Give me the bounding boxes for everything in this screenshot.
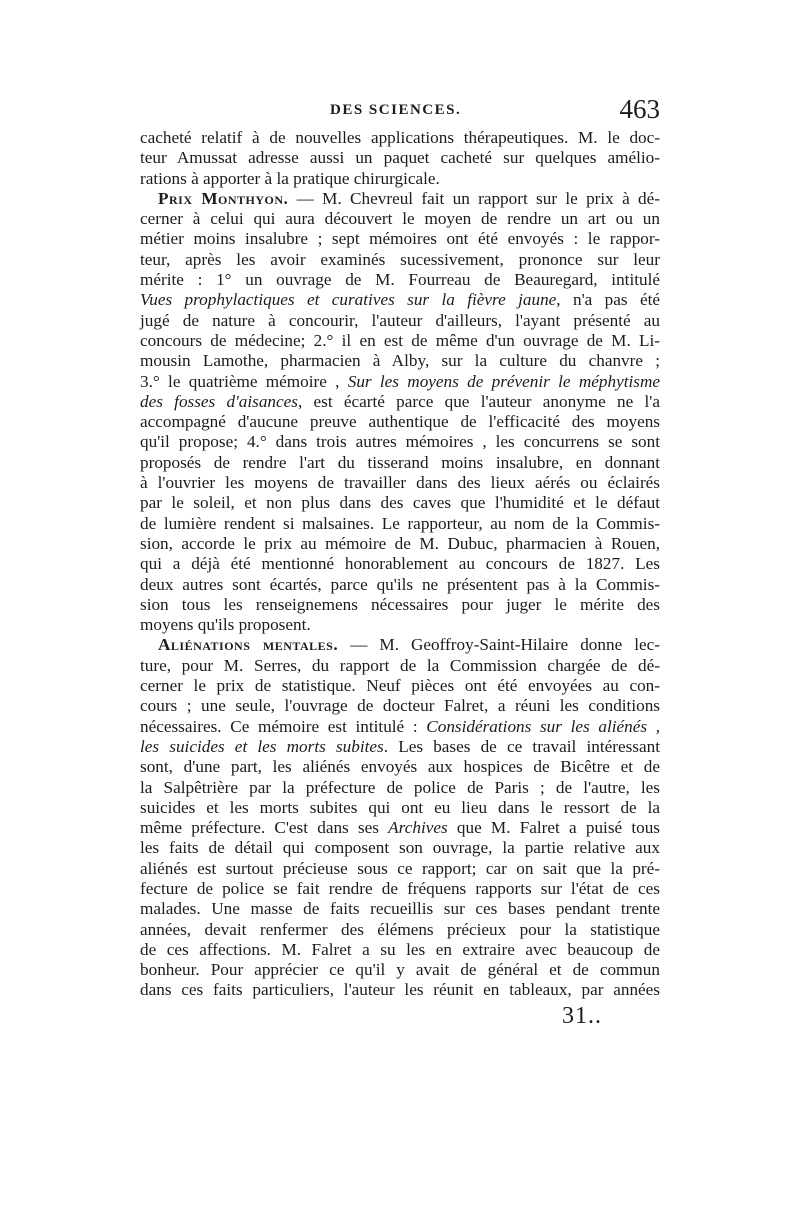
section-heading: Prix Monthyon. — [158, 188, 289, 208]
text-run: teur, après les avoir examinés sucessivement, prononce sur leur — [140, 249, 660, 269]
text-run: de ces affections. M. Falret a su les en extraire avec beaucoup de — [140, 939, 660, 959]
text-line — [140, 798, 660, 818]
italic-title: Archives — [388, 818, 448, 838]
text-line — [140, 453, 660, 473]
text-line — [140, 189, 660, 209]
text-run: . Les bases de ce travail intéressant — [383, 736, 660, 756]
text-run: à l'ouvrier les moyens de travailler dans des lieux aérés ou éclairés — [140, 473, 660, 493]
page-header — [140, 96, 660, 130]
text-line — [140, 595, 660, 615]
italic-title: des fosses d'aisances — [140, 391, 298, 411]
text-line — [140, 229, 660, 249]
text-line — [140, 169, 660, 189]
italic-title: Considérations sur les aliénés , — [426, 716, 660, 736]
text-line — [140, 554, 660, 574]
text-line — [140, 514, 660, 534]
text-line — [140, 311, 660, 331]
text-run: la Salpêtrière par la préfecture de police de Paris ; de l'autre, les — [140, 777, 660, 797]
text-run: même préfecture. C'est dans ses — [140, 818, 389, 838]
text-run: suicides et les morts subites qui ont eu lieu dans le ressort de la — [140, 797, 660, 817]
text-line — [140, 270, 660, 290]
text-run: — M. Geoffroy-Saint-Hilaire donne lec- — [338, 635, 660, 655]
text-line — [140, 493, 660, 513]
text-run: concours de médecine; 2.° il en est de même d'un ouvrage de M. Li- — [140, 330, 660, 350]
text-run: que M. Falret a puisé tous — [447, 818, 660, 838]
text-run: sion tous les renseignemens nécessaires pour juger le mérite des — [140, 594, 660, 614]
text-run: rations à apporter à la pratique chirurgicale. — [140, 168, 440, 188]
text-line — [140, 717, 660, 737]
text-line — [140, 960, 660, 980]
text-run: nécessaires. Ce mémoire est intitulé : — [140, 716, 427, 736]
text-run: dans ces faits particuliers, l'auteur les réunit en tableaux, par années — [140, 980, 660, 1000]
text-line — [140, 879, 660, 899]
text-run: sion, accorde le prix au mémoire de M. Dubuc, pharmacien à Rouen, — [140, 533, 660, 553]
text-run: les faits de détail qui composent son ouvrage, la partie relative aux — [140, 838, 660, 858]
body-text — [140, 128, 660, 1001]
text-run: cacheté relatif à de nouvelles applications thérapeutiques. M. le doc- — [140, 128, 660, 147]
text-run: , est écarté parce que l'auteur anonyme ne l'a — [297, 391, 661, 411]
text-line — [140, 250, 660, 270]
text-run: cerner à celui qui aura découvert le moyen de rendre un art ou un — [140, 209, 660, 229]
text-line — [140, 148, 660, 168]
text-run: accompagné d'aucune preuve authentique de l'efficacité des moyens — [140, 412, 660, 432]
text-run: moyens qu'ils proposent. — [140, 615, 311, 635]
text-line — [140, 372, 660, 392]
text-run: par le soleil, et non plus dans des caves que l'humidité et le défaut — [140, 493, 660, 513]
text-line — [140, 209, 660, 229]
page-number: 463 — [619, 94, 660, 124]
text-line — [140, 575, 660, 595]
text-line — [140, 392, 660, 412]
text-line — [140, 676, 660, 696]
italic-title: Sur les moyens de prévenir le méphytisme — [347, 371, 660, 391]
text-line — [140, 351, 660, 371]
text-line — [140, 473, 660, 493]
text-run: métier moins insalubre ; sept mémoires ont été envoyés : le rappor- — [140, 229, 660, 249]
text-run: cerner le prix de statistique. Neuf pièces ont été envoyées au con- — [140, 676, 660, 696]
text-line — [140, 656, 660, 676]
text-run: aliénés est surtout précieuse sous ce rapport; car on sait que la pré- — [140, 858, 660, 878]
text-line — [140, 757, 660, 777]
text-line — [140, 615, 660, 635]
text-run: jugé de nature à concourir, l'auteur d'ailleurs, l'ayant présenté au — [140, 310, 660, 330]
text-line — [140, 940, 660, 960]
text-run: proposés de rendre l'art du tisserand moins insalubre, en donnant — [140, 452, 660, 472]
running-title: DES SCIENCES. — [330, 102, 462, 118]
text-line — [140, 838, 660, 858]
text-line — [140, 980, 660, 1000]
italic-title: les suicides et les morts subites — [140, 736, 384, 756]
text-run: teur Amussat adresse aussi un paquet cacheté sur quelques amélio- — [140, 148, 660, 168]
text-line — [140, 128, 660, 148]
text-line — [140, 412, 660, 432]
text-line — [140, 899, 660, 919]
text-run: cours ; une seule, l'ouvrage de docteur Falret, a réuni les conditions — [140, 696, 660, 716]
text-run: bonheur. Pour apprécier ce qu'il y avait de général et de commun — [140, 960, 660, 980]
italic-title: Vues prophylactiques et curatives sur la fièvre jaune — [140, 290, 557, 310]
signature-mark: 31.. — [562, 1003, 602, 1029]
section-heading: Aliénations mentales. — [158, 635, 339, 655]
text-run: mousin Lamothe, pharmacien à Alby, sur la culture du chanvre ; — [140, 351, 660, 371]
text-run: , n'a pas été — [556, 290, 660, 310]
text-line — [140, 331, 660, 351]
text-run: — M. Chevreul fait un rapport sur le prix à dé- — [288, 188, 660, 208]
text-run: années, devait renfermer des élémens précieux pour la statistique — [140, 919, 660, 939]
text-run: sont, d'une part, les aliénés envoyés aux hospices de Bicêtre et de — [140, 757, 660, 777]
text-run: fecture de police se fait rendre de fréquens rapports sur l'état de ces — [140, 878, 660, 898]
text-line — [140, 432, 660, 452]
text-line — [140, 534, 660, 554]
text-line — [140, 696, 660, 716]
text-run: malades. Une masse de faits recueillis sur ces bases pendant trente — [140, 899, 660, 919]
text-run: mérite : 1° un ouvrage de M. Fourreau de Beauregard, intitulé — [140, 270, 660, 290]
text-line — [140, 737, 660, 757]
text-run: 3.° le quatrième mémoire , — [140, 371, 348, 391]
text-run: de lumière rendent si malsaines. Le rapporteur, au nom de la Commis- — [140, 513, 660, 533]
text-line — [140, 778, 660, 798]
text-line — [140, 635, 660, 655]
text-run: qu'il propose; 4.° dans trois autres mémoires , les concurrens se sont — [140, 432, 660, 452]
text-line — [140, 290, 660, 310]
text-run: qui a déjà été mentionné honorablement au concours de 1827. Les — [140, 554, 660, 574]
text-line — [140, 920, 660, 940]
text-run: deux autres sont écartés, parce qu'ils ne présentent pas à la Commis- — [140, 574, 660, 594]
text-run: ture, pour M. Serres, du rapport de la Commission chargée de dé- — [140, 655, 660, 675]
text-line — [140, 859, 660, 879]
text-line — [140, 818, 660, 838]
